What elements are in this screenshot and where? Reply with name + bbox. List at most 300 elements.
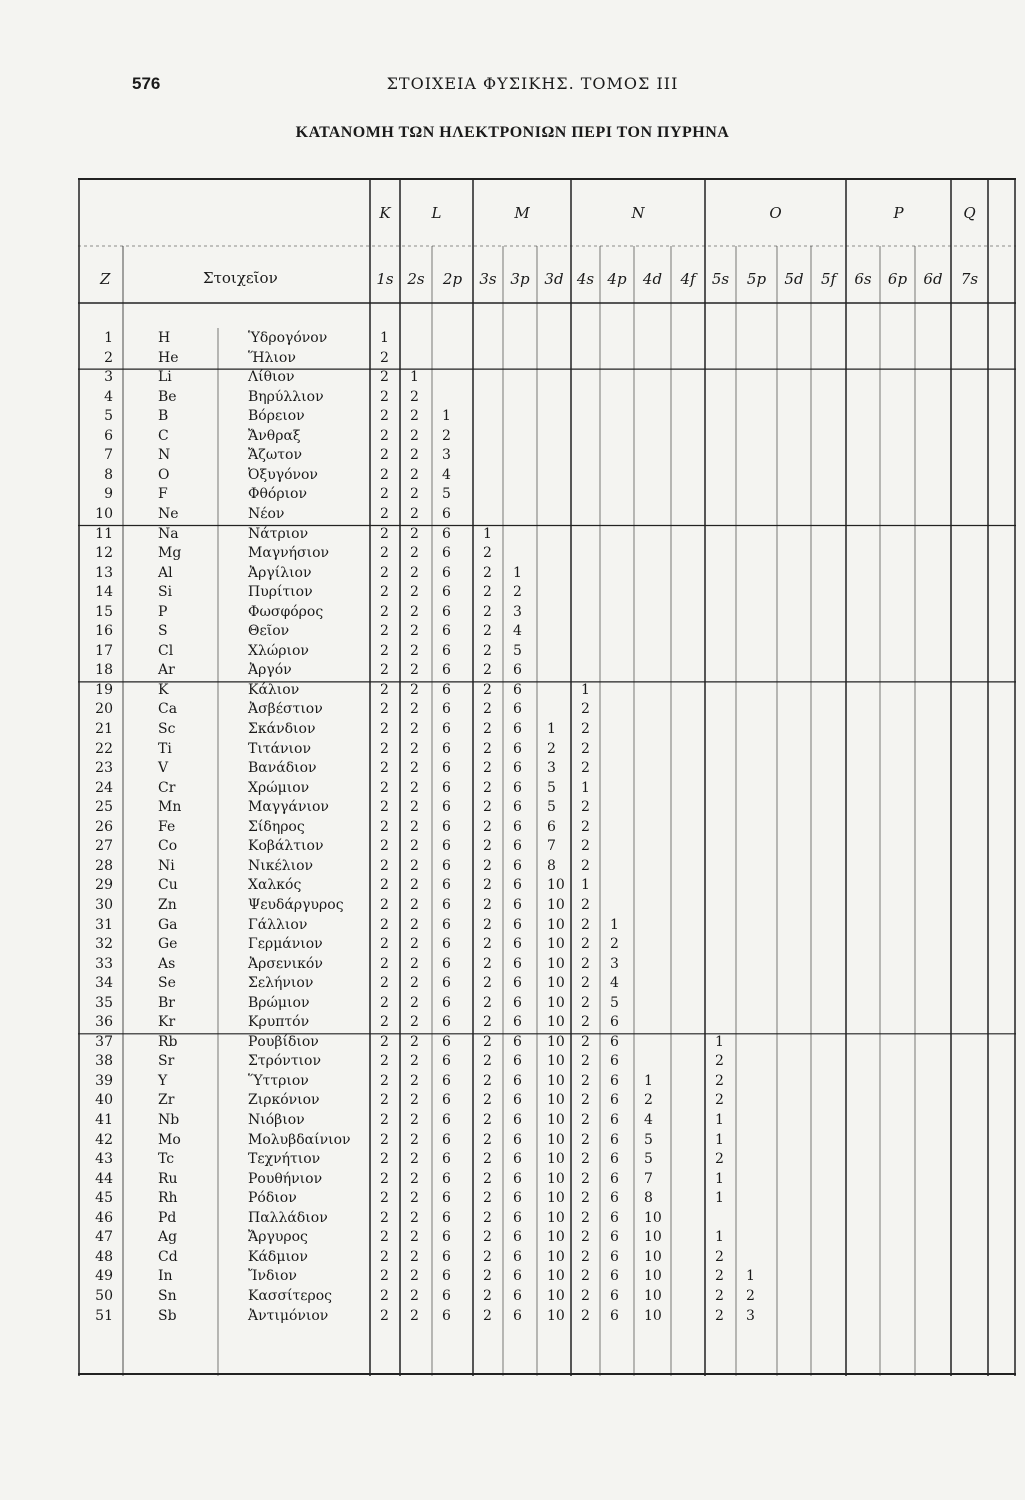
element-symbol: Mg xyxy=(158,545,182,562)
element-symbol: Tc xyxy=(158,1151,175,1168)
subshell-header: 2p xyxy=(442,270,463,288)
electron-count: 6 xyxy=(513,662,522,679)
element-name: Χαλκός xyxy=(248,877,302,894)
element-name: Μαγνήσιον xyxy=(248,545,330,562)
electron-count: 2 xyxy=(380,721,389,737)
electron-count: 3 xyxy=(746,1307,755,1324)
atomic-number: 26 xyxy=(95,818,113,835)
element-name: Ρουβίδιον xyxy=(248,1033,319,1050)
electron-count: 6 xyxy=(513,1190,522,1207)
electron-count: 2 xyxy=(483,1072,492,1089)
atomic-number: 47 xyxy=(95,1229,113,1246)
electron-count: 6 xyxy=(513,916,522,933)
electron-count: 2 xyxy=(380,955,389,972)
electron-count: 2 xyxy=(410,584,419,601)
electron-count: 1 xyxy=(715,1033,724,1050)
electron-count: 2 xyxy=(410,896,419,913)
atomic-number: 31 xyxy=(95,916,113,933)
electron-count: 6 xyxy=(513,1287,522,1304)
electron-count: 6 xyxy=(442,1014,451,1031)
element-name: Χρώμιον xyxy=(248,779,310,796)
element-symbol: Al xyxy=(158,564,173,581)
element-symbol: Fe xyxy=(158,818,176,835)
element-symbol: Se xyxy=(158,975,176,992)
electron-count: 2 xyxy=(581,838,590,855)
atomic-number: 34 xyxy=(95,975,113,992)
electron-count: 2 xyxy=(410,623,419,640)
element-name: Γάλλιον xyxy=(248,916,308,933)
electron-count: 6 xyxy=(442,975,451,992)
electron-count: 2 xyxy=(483,779,492,796)
electron-count: 2 xyxy=(410,603,419,620)
atomic-number: 41 xyxy=(95,1112,113,1128)
electron-count: 2 xyxy=(410,1072,419,1089)
electron-count: 2 xyxy=(581,1014,590,1031)
element-symbol: S xyxy=(158,623,168,640)
electron-count: 6 xyxy=(513,681,522,698)
element-symbol: H xyxy=(158,330,171,346)
electron-count: 6 xyxy=(442,681,451,698)
atomic-number: 48 xyxy=(95,1248,113,1265)
electron-count: 10 xyxy=(547,1072,565,1089)
electron-count: 6 xyxy=(610,1268,619,1285)
electron-count: 2 xyxy=(380,486,389,503)
electron-count: 2 xyxy=(483,681,492,698)
element-name: Ἀργίλιον xyxy=(248,564,312,581)
electron-count: 2 xyxy=(380,1131,389,1148)
electron-count: 1 xyxy=(715,1229,724,1246)
electron-count: 2 xyxy=(380,1033,389,1050)
atomic-number: 27 xyxy=(95,838,113,855)
electron-count: 2 xyxy=(483,1033,492,1050)
electron-count: 6 xyxy=(513,799,522,816)
electron-count: 2 xyxy=(483,1112,492,1128)
electron-count: 2 xyxy=(410,779,419,796)
electron-count: 10 xyxy=(547,1131,565,1148)
element-name: Γερμάνιον xyxy=(248,936,323,953)
element-name: Ὑδρογόνον xyxy=(248,330,328,346)
element-name: Λίθιον xyxy=(248,369,295,386)
atomic-number: 33 xyxy=(95,955,113,972)
electron-count: 6 xyxy=(513,838,522,855)
electron-count: 2 xyxy=(581,857,590,874)
electron-count: 4 xyxy=(610,975,619,992)
element-symbol: Cr xyxy=(158,779,176,796)
electron-count: 2 xyxy=(581,1151,590,1168)
electron-count: 5 xyxy=(547,779,556,796)
electron-count: 2 xyxy=(483,545,492,562)
electron-count: 2 xyxy=(380,447,389,464)
electron-count: 2 xyxy=(581,1170,590,1187)
shell-header: K xyxy=(379,204,391,222)
electron-count: 2 xyxy=(581,701,590,718)
element-symbol: Mo xyxy=(158,1131,181,1148)
electron-count: 1 xyxy=(610,916,619,933)
element-name: Βανάδιον xyxy=(248,760,317,777)
electron-count: 2 xyxy=(610,936,619,953)
atomic-number: 46 xyxy=(95,1209,113,1226)
element-symbol: Sn xyxy=(158,1287,177,1304)
electron-count: 2 xyxy=(380,681,389,698)
electron-count: 1 xyxy=(715,1131,724,1148)
element-name: Ἀσβέστιον xyxy=(248,701,323,718)
electron-count: 10 xyxy=(547,994,565,1011)
electron-count: 2 xyxy=(483,603,492,620)
electron-count: 10 xyxy=(547,1287,565,1304)
atomic-number: 44 xyxy=(95,1170,113,1187)
electron-count: 2 xyxy=(380,1092,389,1109)
electron-count: 6 xyxy=(610,1092,619,1109)
atomic-number: 10 xyxy=(95,505,113,522)
element-name: Κοβάλτιον xyxy=(248,838,324,855)
electron-count: 1 xyxy=(746,1268,755,1285)
shell-header: Q xyxy=(963,204,976,222)
subshell-header: 6d xyxy=(923,270,943,288)
electron-count: 5 xyxy=(547,799,556,816)
element-symbol: Nb xyxy=(158,1112,180,1128)
electron-count: 5 xyxy=(610,994,619,1011)
electron-count: 2 xyxy=(380,564,389,581)
electron-count: 2 xyxy=(410,662,419,679)
electron-count: 4 xyxy=(644,1112,653,1128)
electron-count: 2 xyxy=(581,1248,590,1265)
electron-count: 6 xyxy=(442,701,451,718)
electron-count: 6 xyxy=(442,603,451,620)
electron-count: 6 xyxy=(442,838,451,855)
electron-count: 6 xyxy=(513,760,522,777)
element-name: Ἀντιμόνιον xyxy=(248,1307,329,1324)
atomic-number: 12 xyxy=(95,545,113,562)
electron-count: 1 xyxy=(581,681,590,698)
electron-count: 6 xyxy=(513,1248,522,1265)
electron-count: 2 xyxy=(581,896,590,913)
atomic-number: 49 xyxy=(95,1268,113,1285)
electron-count: 2 xyxy=(483,818,492,835)
electron-count: 7 xyxy=(547,838,556,855)
electron-count: 6 xyxy=(513,1209,522,1226)
element-symbol: P xyxy=(158,603,168,620)
electron-count: 2 xyxy=(581,1072,590,1089)
electron-count: 3 xyxy=(513,603,522,620)
electron-count: 2 xyxy=(380,838,389,855)
electron-count: 2 xyxy=(380,779,389,796)
element-symbol: K xyxy=(158,681,169,698)
element-name: Θεῖον xyxy=(248,623,290,640)
electron-count: 2 xyxy=(380,975,389,992)
electron-count: 6 xyxy=(442,799,451,816)
electron-count: 1 xyxy=(581,877,590,894)
electron-count: 6 xyxy=(442,916,451,933)
electron-count: 6 xyxy=(513,818,522,835)
electron-count: 2 xyxy=(380,642,389,659)
electron-count: 2 xyxy=(410,564,419,581)
electron-count: 2 xyxy=(380,896,389,913)
electron-count: 2 xyxy=(581,799,590,816)
electron-count: 6 xyxy=(442,1092,451,1109)
electron-count: 2 xyxy=(483,1092,492,1109)
electron-count: 2 xyxy=(410,1131,419,1148)
element-name: Ρόδιον xyxy=(248,1190,297,1207)
electron-count: 2 xyxy=(380,818,389,835)
element-name: Ἄργυρος xyxy=(248,1229,308,1246)
element-symbol: Rb xyxy=(158,1033,178,1050)
electron-count: 6 xyxy=(610,1151,619,1168)
element-name: Φθόριον xyxy=(248,486,307,503)
electron-count: 6 xyxy=(610,1307,619,1324)
electron-count: 2 xyxy=(410,975,419,992)
electron-count: 10 xyxy=(547,1112,565,1128)
element-name: Κρυπτόν xyxy=(248,1014,310,1031)
electron-count: 6 xyxy=(442,955,451,972)
atomic-number: 13 xyxy=(95,564,113,581)
page-title: ΚΑΤΑΝΟΜΗ ΤΩΝ ΗΛΕΚΤΡΟΝΙΩΝ ΠΕΡΙ ΤΟΝ ΠΥΡΗΝΑ xyxy=(295,124,730,141)
electron-count: 10 xyxy=(644,1229,662,1246)
element-symbol: Si xyxy=(158,584,173,601)
atomic-number: 35 xyxy=(95,994,113,1011)
element-symbol: C xyxy=(158,427,169,444)
electron-count: 6 xyxy=(513,1307,522,1324)
electron-count: 2 xyxy=(410,466,419,483)
electron-count: 10 xyxy=(644,1307,662,1324)
electron-count: 10 xyxy=(547,955,565,972)
atomic-number: 30 xyxy=(95,896,113,913)
electron-count: 2 xyxy=(380,1190,389,1207)
electron-count: 2 xyxy=(410,486,419,503)
electron-count: 2 xyxy=(581,740,590,757)
electron-count: 6 xyxy=(513,740,522,757)
electron-count: 10 xyxy=(547,1229,565,1246)
electron-count: 2 xyxy=(380,1170,389,1187)
subshell-header: 6p xyxy=(887,270,908,288)
electron-count: 2 xyxy=(483,857,492,874)
subshell-header: 5s xyxy=(711,270,730,288)
element-name: Νέον xyxy=(248,505,285,522)
electron-count: 6 xyxy=(513,779,522,796)
element-name: Βόρειον xyxy=(248,408,305,425)
electron-count: 2 xyxy=(483,1268,492,1285)
electron-count: 3 xyxy=(547,760,556,777)
electron-count: 2 xyxy=(483,721,492,737)
electron-count: 2 xyxy=(483,877,492,894)
element-symbol: Kr xyxy=(158,1014,176,1031)
atomic-number: 25 xyxy=(95,799,113,816)
element-name: Νικέλιον xyxy=(248,857,314,874)
atomic-number: 36 xyxy=(95,1014,113,1031)
electron-count: 6 xyxy=(513,955,522,972)
electron-count: 2 xyxy=(581,1307,590,1324)
element-name: Ἴνδιον xyxy=(248,1268,297,1285)
electron-count: 10 xyxy=(547,896,565,913)
electron-count: 2 xyxy=(483,936,492,953)
electron-count: 6 xyxy=(442,525,451,542)
electron-count: 2 xyxy=(715,1287,724,1304)
element-symbol: As xyxy=(158,955,176,972)
electron-count: 6 xyxy=(513,857,522,874)
atomic-number: 5 xyxy=(104,408,113,425)
electron-count: 2 xyxy=(410,936,419,953)
subshell-header: 5d xyxy=(784,270,804,288)
electron-count: 2 xyxy=(410,408,419,425)
electron-count: 2 xyxy=(483,1053,492,1070)
electron-count: 2 xyxy=(581,1268,590,1285)
element-name: Ἀργόν xyxy=(248,662,292,679)
electron-count: 6 xyxy=(513,896,522,913)
electron-count: 2 xyxy=(581,1092,590,1109)
element-symbol: Ar xyxy=(158,662,175,679)
element-symbol: Cl xyxy=(158,642,174,659)
electron-count: 6 xyxy=(610,1014,619,1031)
electron-count: 2 xyxy=(483,1287,492,1304)
atomic-number: 23 xyxy=(95,760,113,777)
subshell-header: 2s xyxy=(407,270,425,288)
electron-count: 5 xyxy=(442,486,451,503)
electron-count: 2 xyxy=(715,1248,724,1265)
element-symbol: Ca xyxy=(158,701,178,718)
electron-count: 1 xyxy=(380,330,389,346)
electron-count: 2 xyxy=(380,1268,389,1285)
electron-count: 2 xyxy=(581,936,590,953)
atomic-number: 45 xyxy=(95,1190,113,1207)
electron-count: 2 xyxy=(581,1209,590,1226)
electron-count: 2 xyxy=(483,701,492,718)
electron-count: 2 xyxy=(380,1072,389,1089)
element-symbol: V xyxy=(158,760,169,777)
electron-count: 6 xyxy=(610,1131,619,1148)
electron-count: 10 xyxy=(547,975,565,992)
element-name: Μαγγάνιον xyxy=(248,799,329,816)
element-name: Σίδηρος xyxy=(248,818,305,835)
electron-count: 2 xyxy=(581,1131,590,1148)
element-symbol: B xyxy=(158,408,169,425)
electron-count: 6 xyxy=(513,1151,522,1168)
electron-count: 10 xyxy=(644,1268,662,1285)
electron-count: 2 xyxy=(581,916,590,933)
atomic-number: 4 xyxy=(104,388,113,405)
electron-count: 2 xyxy=(380,877,389,894)
electron-count: 2 xyxy=(410,701,419,718)
atomic-number: 7 xyxy=(104,447,113,464)
atomic-number: 11 xyxy=(95,525,113,542)
electron-count: 2 xyxy=(483,916,492,933)
element-symbol: Sb xyxy=(158,1307,177,1324)
element-name: Φωσφόρος xyxy=(248,603,324,620)
electron-count: 2 xyxy=(410,1248,419,1265)
element-name: Μολυβδαίνιον xyxy=(248,1131,351,1148)
electron-count: 6 xyxy=(513,994,522,1011)
element-name: Ἀρσενικόν xyxy=(248,955,323,972)
element-symbol: Ga xyxy=(158,916,178,933)
electron-count: 2 xyxy=(410,877,419,894)
element-name: Ἥλιον xyxy=(248,349,296,366)
atomic-number: 8 xyxy=(104,466,113,483)
electron-count: 6 xyxy=(513,1053,522,1070)
subshell-header: 3p xyxy=(510,270,530,288)
electron-count: 6 xyxy=(442,623,451,640)
atomic-number: 50 xyxy=(95,1287,113,1304)
electron-count: 1 xyxy=(715,1112,724,1128)
electron-count: 2 xyxy=(483,1248,492,1265)
electron-count: 2 xyxy=(581,994,590,1011)
electron-count: 2 xyxy=(483,994,492,1011)
element-name: Ὀξυγόνον xyxy=(248,466,318,483)
element-symbol: Na xyxy=(158,525,179,542)
atomic-number: 6 xyxy=(104,427,113,444)
element-symbol: O xyxy=(158,466,170,483)
electron-count: 2 xyxy=(483,760,492,777)
electron-count: 2 xyxy=(483,1209,492,1226)
subshell-header: 4s xyxy=(576,270,595,288)
element-name: Τεχνήτιον xyxy=(248,1151,321,1168)
electron-count: 6 xyxy=(442,1307,451,1324)
electron-count: 2 xyxy=(581,760,590,777)
electron-count: 2 xyxy=(715,1092,724,1109)
electron-count: 6 xyxy=(442,1053,451,1070)
electron-count: 2 xyxy=(483,975,492,992)
electron-count: 2 xyxy=(410,447,419,464)
element-symbol: Be xyxy=(158,388,177,405)
electron-count: 2 xyxy=(715,1053,724,1070)
atomic-number: 2 xyxy=(104,349,113,366)
subshell-header: 4d xyxy=(642,270,663,288)
element-symbol: Cu xyxy=(158,877,178,894)
electron-count: 2 xyxy=(715,1151,724,1168)
atomic-number: 20 xyxy=(95,701,113,718)
element-symbol: Cd xyxy=(158,1248,178,1265)
subshell-header: 6s xyxy=(854,270,872,288)
electron-count: 6 xyxy=(442,1287,451,1304)
electron-count: 6 xyxy=(513,1072,522,1089)
electron-count: 6 xyxy=(513,1268,522,1285)
electron-count: 2 xyxy=(410,916,419,933)
electron-count: 3 xyxy=(610,955,619,972)
electron-count: 2 xyxy=(715,1268,724,1285)
electron-count: 2 xyxy=(410,955,419,972)
element-name: Χλώριον xyxy=(248,642,309,659)
electron-count: 2 xyxy=(581,1287,590,1304)
electron-count: 2 xyxy=(483,584,492,601)
electron-count: 2 xyxy=(483,740,492,757)
electron-count: 6 xyxy=(442,505,451,522)
electron-count: 6 xyxy=(442,896,451,913)
electron-count: 10 xyxy=(547,877,565,894)
element-symbol: Mn xyxy=(158,799,182,816)
electron-count: 6 xyxy=(442,877,451,894)
electron-count: 10 xyxy=(547,1033,565,1050)
electron-count: 6 xyxy=(513,1112,522,1128)
electron-count: 10 xyxy=(547,1014,565,1031)
atomic-number: 29 xyxy=(95,877,113,894)
electron-count: 2 xyxy=(483,623,492,640)
electron-count: 2 xyxy=(410,681,419,698)
element-symbol: F xyxy=(158,486,168,503)
electron-count: 2 xyxy=(410,1268,419,1285)
element-symbol: Ru xyxy=(158,1170,178,1187)
electron-count: 2 xyxy=(380,760,389,777)
electron-count: 2 xyxy=(380,1014,389,1031)
electron-count: 2 xyxy=(410,760,419,777)
atomic-number: 51 xyxy=(95,1307,113,1324)
subshell-header: 4p xyxy=(607,270,627,288)
element-name: Βηρύλλιον xyxy=(248,388,324,405)
electron-count: 2 xyxy=(380,584,389,601)
electron-count: 6 xyxy=(442,1131,451,1148)
electron-count: 1 xyxy=(442,408,451,425)
electron-count: 2 xyxy=(380,994,389,1011)
element-name: Ζιρκόνιον xyxy=(248,1092,320,1109)
atomic-number: 38 xyxy=(95,1053,113,1070)
electron-count: 2 xyxy=(483,1131,492,1148)
subshell-header: 3s xyxy=(479,270,497,288)
